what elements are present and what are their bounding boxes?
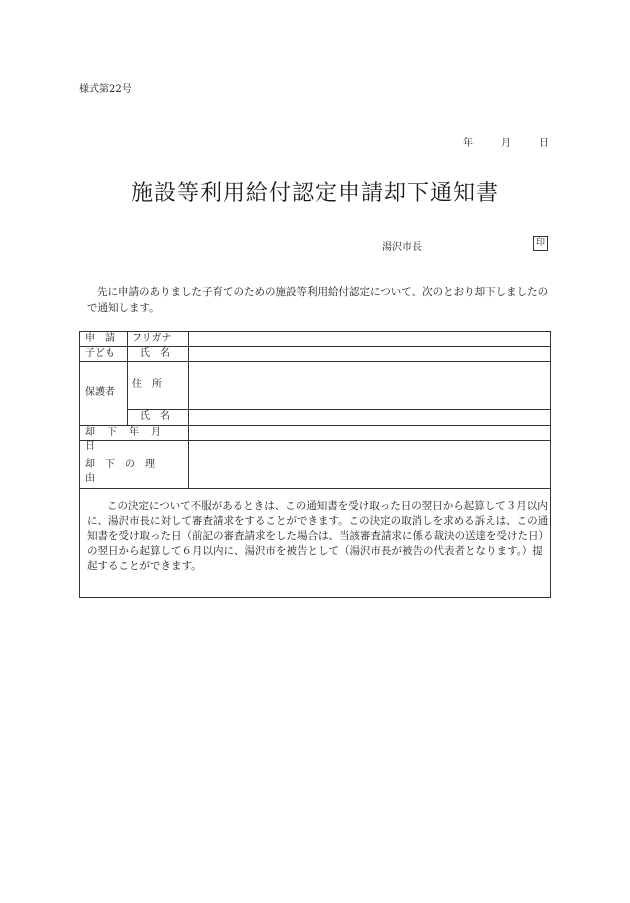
document-title: 施設等利用給付認定申請却下通知書	[130, 181, 499, 206]
furigana-label: フリガナ	[132, 333, 172, 344]
row-line	[80, 488, 551, 489]
applicant-child-label-top: 申 請	[85, 333, 115, 344]
child-name-label: 氏 名	[140, 348, 170, 359]
guardian-name-label: 氏 名	[140, 411, 170, 422]
date-year-label: 年	[463, 138, 473, 149]
rejection-date-label: 却下年月日	[85, 427, 173, 452]
form-number: 様式第22号	[79, 84, 132, 95]
rejection-reason-value	[192, 441, 547, 487]
rejection-date-value	[192, 426, 547, 440]
guardian-label: 保護者	[85, 387, 115, 398]
child-name-value	[192, 347, 547, 361]
column-line	[188, 332, 189, 488]
guardian-name-value	[192, 410, 547, 424]
intro-paragraph: 先に申請のありました子育てのための施設等利用給付認定について、次のとおり却下しましたので通知します。	[87, 286, 549, 314]
date-month-label: 月	[501, 138, 511, 149]
guardian-address-label: 住 所	[132, 379, 162, 390]
appeal-notice: この決定について不服があるときは、この通知書を受け取った日の翌日から起算して３月以内に、湯沢市長に対して審査請求をすることができます。この決定の取消しを求める訴えは、この通知書を受け取った日（前記の審査請求をした場合は、当該審査請求に係る裁決の送達を受けた日）の翌日から起算して６月以内に、湯沢市を被告として（湯沢市長が被告の代表者となります。）提起することができます。	[87, 500, 549, 572]
rejection-reason-label: 却下の理由	[85, 459, 165, 484]
guardian-address-value	[192, 362, 547, 408]
column-line	[127, 361, 128, 425]
furigana-value	[192, 332, 547, 346]
seal-box: 印	[533, 236, 548, 251]
date-line	[463, 134, 549, 149]
rejection-form-table	[79, 331, 551, 598]
issuer-name: 湯沢市長	[382, 242, 422, 253]
applicant-child-label-bottom: 子ども	[85, 348, 115, 359]
column-line	[127, 332, 128, 361]
date-day-label: 日	[539, 138, 549, 149]
